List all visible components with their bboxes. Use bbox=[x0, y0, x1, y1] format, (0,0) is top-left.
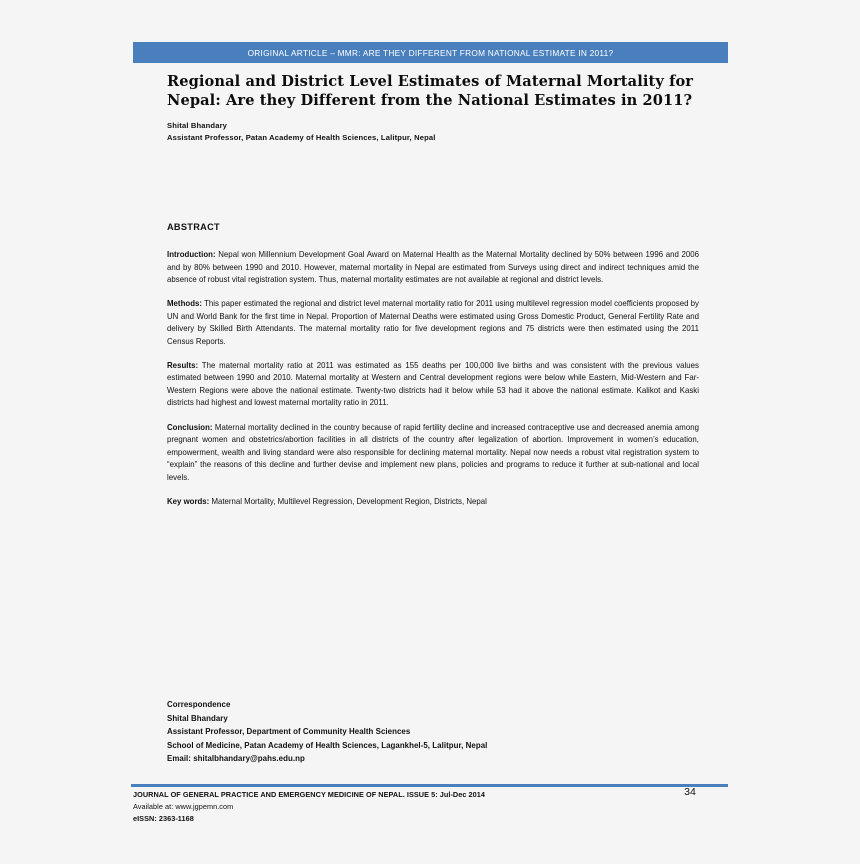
footer-divider bbox=[131, 784, 728, 787]
footer-issn-line: eISSN: 2363-1168 bbox=[133, 814, 194, 824]
abstract-text-conclusion: Maternal mortality declined in the country because of rapid fertility decline and increased contraceptive use and decreased anemia among pregnant women and obstetrics/abortion facilities in all districts of the country after legalization of abortion. Improvement in women’s education, empowerment, wealth and living standard were also responsible for declining maternal mortality. Nepal now needs a robust vital registration system to “explain” the reasons of this decline and further devise and implement new plans, policies and programs to reduce it further at sub-national and local levels. bbox=[167, 422, 699, 482]
footer-text-block bbox=[133, 789, 653, 826]
running-head-text: ORIGINAL ARTICLE – MMR: ARE THEY DIFFERENT FROM NATIONAL ESTIMATE IN 2011? bbox=[247, 47, 614, 58]
correspondence-block bbox=[167, 698, 707, 766]
abstract-paragraph-results bbox=[167, 360, 699, 410]
abstract-paragraph-introduction bbox=[167, 249, 699, 287]
page-title: Regional and District Level Estimates of Maternal Mortality for Nepal: Are they Different from the National Estimates in 2011? bbox=[167, 73, 694, 109]
correspondence-name: Shital Bhandary bbox=[167, 713, 228, 723]
keywords-text: Maternal Mortality, Multilevel Regression, Development Region, Districts, Nepal bbox=[209, 496, 487, 506]
abstract-label-results: Results: bbox=[167, 360, 199, 370]
abstract-label-conclusion: Conclusion: bbox=[167, 422, 213, 432]
author-block bbox=[167, 120, 707, 145]
abstract-text-methods: This paper estimated the regional and district level maternal mortality ratio for 2011 using multilevel regression model coefficients proposed by UN and World Bank for the first time in Nepal. Proportion of Maternal Deaths were estimated using Gross Domestic Product, General Fertility Rate and delivery by Skilled Birth Attendants. The maternal mortality ratio for five development regions and 75 districts were then estimated using the 2011 Census Reports. bbox=[167, 299, 699, 346]
abstract-body bbox=[167, 249, 699, 508]
author-affiliation: Assistant Professor, Patan Academy of Health Sciences, Lalitpur, Nepal bbox=[167, 133, 436, 143]
correspondence-heading: Correspondence bbox=[167, 700, 231, 709]
footer-available-line: Available at: www.jgpemn.com bbox=[133, 802, 234, 812]
abstract-text-introduction: Nepal won Millennium Development Goal Award on Maternal Health as the Maternal Mortality declined by 50% between 1996 and 2006 and by 80% between 1990 and 2010. However, maternal mortality in Nepal are estimated from Surveys using direct and indirect techniques amid the absence of robust vital registration system. Thus, maternal mortality estimates are not available at regional and district levels. bbox=[167, 250, 699, 285]
correspondence-institution: School of Medicine, Patan Academy of Health Sciences, Lagankhel-5, Lalitpur, Nepal bbox=[167, 740, 488, 750]
keywords-label: Key words: bbox=[167, 496, 210, 506]
abstract-label-methods: Methods: bbox=[167, 299, 203, 309]
abstract-paragraph-conclusion bbox=[167, 422, 699, 485]
abstract-label-introduction: Introduction: bbox=[167, 250, 216, 259]
correspondence-email: Email: shitalbhandary@pahs.edu.np bbox=[167, 754, 305, 764]
page-number: 34 bbox=[684, 786, 696, 798]
keywords-line bbox=[167, 496, 699, 509]
abstract-paragraph-methods bbox=[167, 298, 699, 348]
running-head-bar bbox=[133, 42, 728, 63]
abstract-heading: ABSTRACT bbox=[167, 222, 220, 232]
correspondence-position: Assistant Professor, Department of Community Health Sciences bbox=[167, 727, 411, 737]
footer-journal-line: JOURNAL OF GENERAL PRACTICE AND EMERGENCY MEDICINE OF NEPAL. ISSUE 5: Jul-Dec 2014 bbox=[133, 790, 485, 799]
abstract-text-results: The maternal mortality ratio at 2011 was estimated as 155 deaths per 100,000 live births and was consistent with the previous values estimated between 1990 and 2010. Maternal mortality at Western and Central development regions were below while Eastern, Mid-Western and Far-Western Regions were above the national estimate. Twenty-two districts had it below while 53 had it above the national estimate. Kalikot and Kaski districts had highest and lowest maternal mortality ratio in 2011. bbox=[167, 360, 699, 408]
author-name: Shital Bhandary bbox=[167, 121, 228, 130]
